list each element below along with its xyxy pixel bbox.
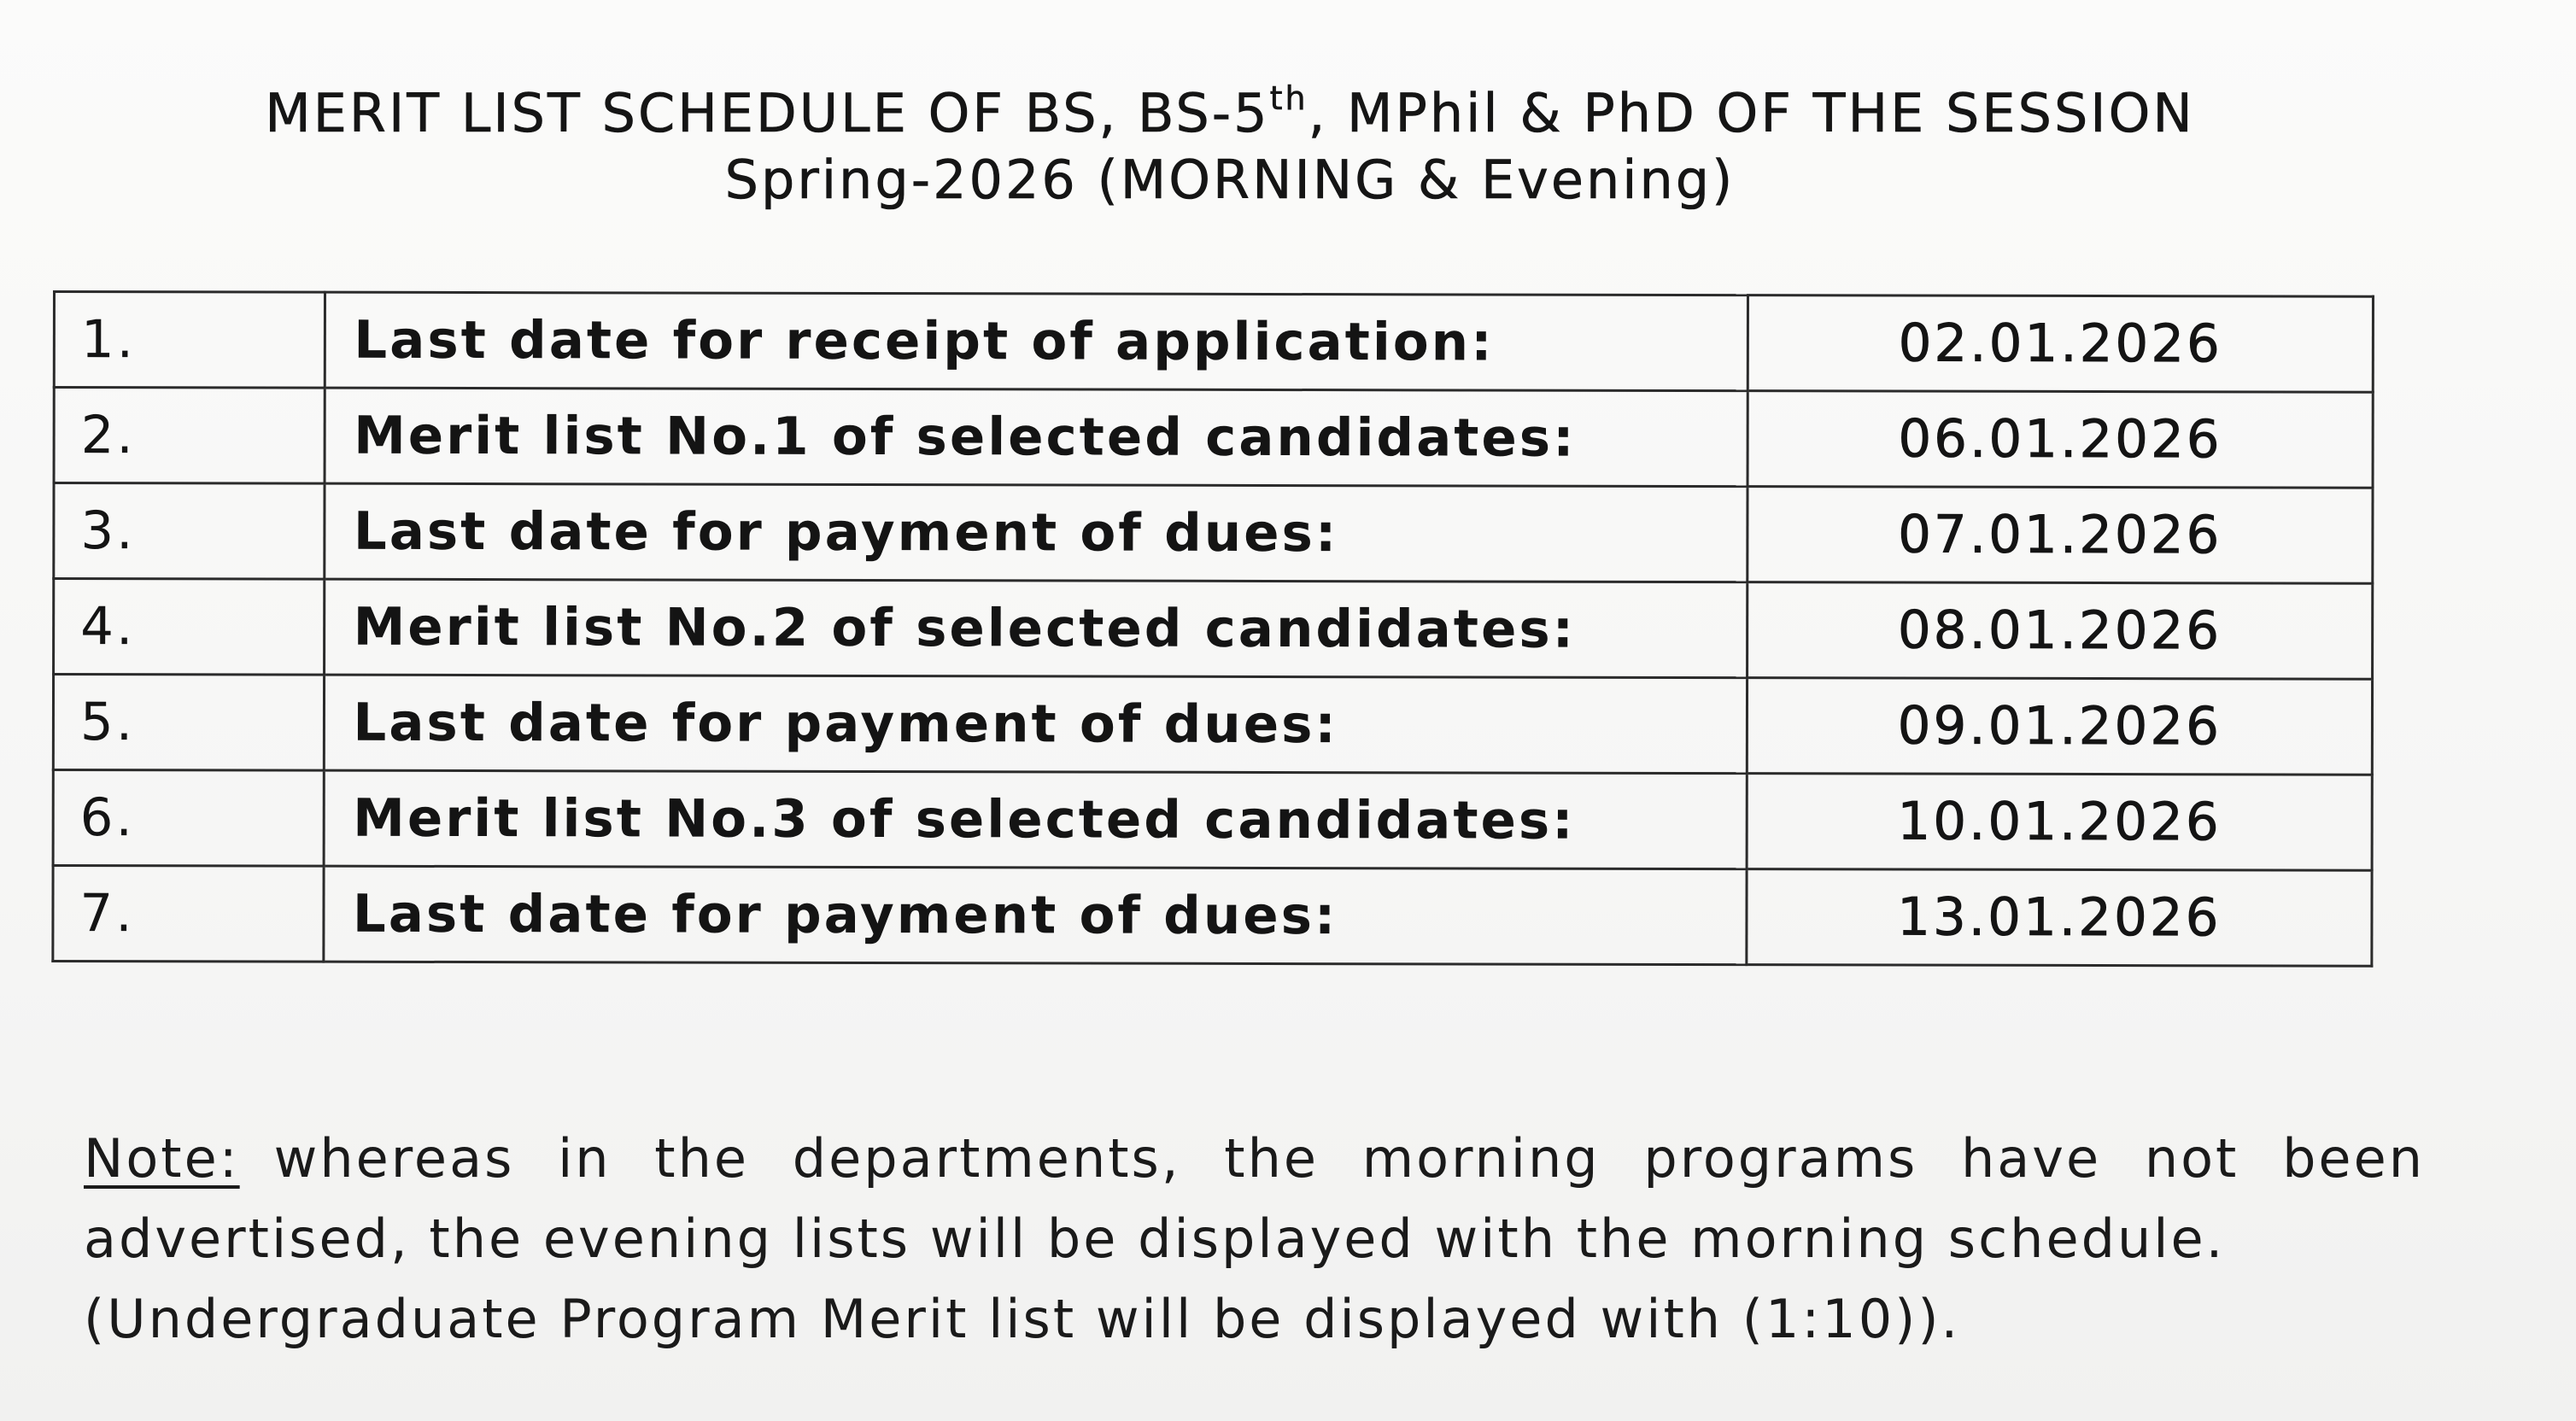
row-number: 6. — [53, 770, 325, 867]
row-description: Merit list No.3 of selected candidates: — [325, 770, 1747, 868]
note-label: Note: — [84, 1127, 240, 1190]
table-row — [54, 579, 2373, 680]
table-row — [53, 866, 2372, 967]
row-date: 10.01.2026 — [1747, 774, 2372, 871]
row-description: Last date for payment of dues: — [324, 866, 1746, 964]
note-line-1 — [84, 1119, 2501, 1199]
row-description: Last date for payment of dues: — [325, 675, 1747, 773]
table-row — [54, 292, 2373, 393]
table-row — [54, 388, 2373, 488]
title-superscript: th — [1269, 79, 1308, 117]
row-description: Last date for receipt of application: — [325, 292, 1748, 390]
title-suffix: , MPhil & PhD OF THE SESSION — [1308, 82, 2195, 144]
row-number: 2. — [54, 388, 325, 484]
row-date: 06.01.2026 — [1748, 391, 2373, 488]
page-subtitle: Spring-2026 (MORNING & Evening) — [724, 149, 1736, 211]
row-date: 08.01.2026 — [1747, 582, 2372, 680]
title-prefix: MERIT LIST SCHEDULE OF BS, BS-5 — [265, 82, 1270, 144]
row-description: Last date for payment of dues: — [325, 483, 1747, 582]
note-line-2: advertised, the evening lists will be displayed with the morning schedule. — [84, 1208, 2226, 1270]
row-date: 13.01.2026 — [1747, 869, 2372, 967]
schedule-table — [51, 290, 2374, 968]
note-paragraph — [84, 1119, 2501, 1360]
table-row — [53, 675, 2372, 775]
row-number: 5. — [53, 675, 325, 771]
row-description: Merit list No.1 of selected candidates: — [325, 388, 1747, 486]
row-date: 07.01.2026 — [1748, 487, 2373, 584]
row-date: 02.01.2026 — [1748, 295, 2373, 393]
row-description: Merit list No.2 of selected candidates: — [325, 579, 1747, 677]
note-text-1: whereas in the departments, the morning programs have not been — [273, 1127, 2426, 1190]
table-row — [54, 483, 2373, 584]
row-date: 09.01.2026 — [1747, 678, 2372, 775]
note-line-3: (Undergraduate Program Merit list will be displayed with (1:10)). — [84, 1288, 1961, 1350]
page-title — [0, 79, 2460, 144]
table-row — [53, 770, 2372, 871]
row-number: 7. — [53, 866, 325, 962]
row-number: 4. — [54, 579, 325, 675]
row-number: 3. — [54, 483, 325, 580]
row-number: 1. — [54, 292, 325, 389]
